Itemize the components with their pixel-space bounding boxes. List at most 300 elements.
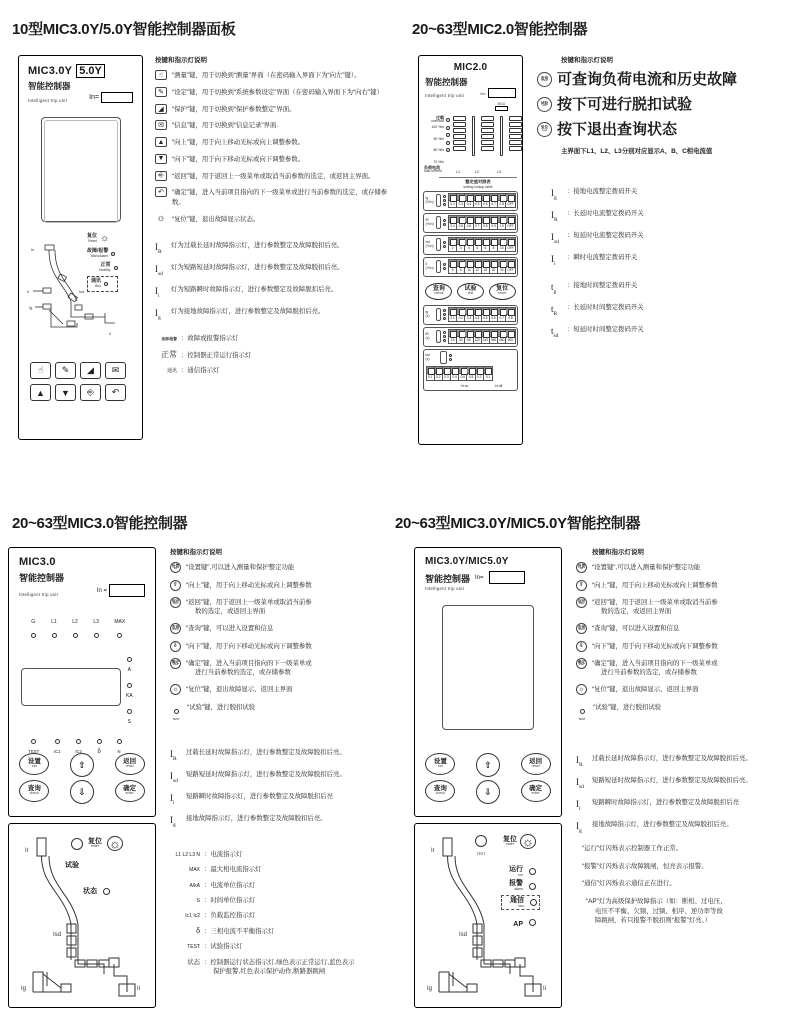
legend-row [170, 814, 398, 829]
legend-text: 接地故障指示灯，进行参数整定及故障脱扣后亮。 [186, 815, 327, 823]
dip-value: 60 [467, 338, 471, 343]
level-dots-p2 [446, 116, 450, 166]
instruction-item [576, 624, 798, 634]
enter-button-p4[interactable] [521, 780, 551, 802]
dip-value: 5 [476, 246, 479, 251]
keypad-row-1-p1 [30, 362, 126, 379]
legend-symbol: $I_i$ [576, 799, 581, 812]
instruction-text: “测量”键，用于切换到“测量”界面（在密码输入界面下为“向左”键）。 [172, 72, 361, 79]
button-label-en: enter [125, 791, 134, 796]
normal-label-cn-p1: 正常 [100, 262, 111, 269]
indicator-key: TEST [187, 943, 200, 950]
legend-row [576, 798, 798, 813]
up-button-p3[interactable]: ⇧ [70, 753, 94, 777]
in-value-box-p3[interactable] [109, 584, 145, 597]
legend-row [155, 307, 395, 322]
page-title-p2: 20~63型MIC2.0智能控制器 [412, 21, 588, 38]
device-brand-cn-p2: 智能控制器 [425, 77, 468, 87]
lookup-table-title-en: setting lookup table [463, 184, 493, 189]
indicator-key: δ [196, 927, 200, 935]
led-label: S [127, 719, 131, 725]
back-key-p1[interactable]: ⎆ [80, 384, 101, 401]
status-note: “通信”灯闪烁表示通信正在进行。 [582, 880, 676, 888]
check-button-p2[interactable] [425, 283, 452, 300]
led-s [127, 709, 132, 714]
instruction-text: 可查询负荷电流和历史故障 [557, 71, 738, 88]
dip-value: 0.7 [499, 316, 504, 321]
reset-gear-icon-p4[interactable]: ☼ [522, 834, 534, 849]
dip-label: IR [425, 218, 429, 222]
instructions-heading-p3: 按键和指示灯说明 [170, 549, 222, 556]
down-key-p1[interactable]: ▼ [55, 384, 76, 401]
led-a [127, 657, 132, 662]
instruction-text: “向下”键，用于向下移动光标或向下调整参数 [186, 642, 312, 650]
dip-row[interactable] [423, 305, 518, 325]
dip-value: 6 [484, 246, 487, 251]
status-led-p3 [103, 888, 110, 895]
bar-pct-1: 90 %In [433, 136, 444, 141]
legend-row [576, 776, 798, 791]
reset-gear-icon: ☼ [576, 684, 587, 695]
indicator-legend-p3 [170, 850, 398, 977]
status-legend-p1 [155, 334, 395, 376]
wiring-label-isd: Isd [459, 932, 468, 938]
dip-value: 10 [467, 268, 471, 273]
instruction-item [155, 71, 395, 80]
status-label-cn-p3: 状态 [83, 888, 97, 895]
led-legend-p4 [576, 754, 798, 835]
legend-row [155, 285, 395, 300]
dip-value: 0.6 [460, 375, 466, 380]
instruction-text-cont: 数的选定，或返回主界面 [601, 608, 672, 616]
back-button-icon: 返回 reset [576, 597, 587, 608]
dip-unit: (s) [425, 356, 430, 361]
legend-text: 接地故障指示灯，进行参数整定及故障脱扣后亮。 [592, 821, 733, 829]
page-title-p4: 20~63型MIC3.0Y/MIC5.0Y智能控制器 [395, 515, 641, 532]
indicator-value: ：最大相电流指示灯 [204, 866, 262, 874]
led-label: δ [97, 749, 101, 755]
instruction-item [537, 96, 787, 115]
dip-value: 0.4 [452, 375, 457, 380]
dip-value: 0.1 [450, 316, 455, 321]
status-note: “报警”灯闪烁表示故障跳闸，恒亮表示报警。 [582, 862, 708, 870]
instruction-text: “设置键”,可以进入测量和保护整定功能 [592, 564, 701, 571]
instruction-text: “试验”键，进行脱扣试验 [187, 703, 256, 711]
legend-row [155, 349, 395, 360]
led-label: G [31, 619, 36, 625]
device-brand-p4: MIC3.0Y/MIC5.0Y [425, 556, 509, 567]
side-led-column-p3 [126, 649, 133, 725]
enter-key-icon: ↶ [155, 187, 167, 197]
comm-label-cn: 通信 [510, 896, 524, 904]
legend-text: 短路瞬时故障指示灯，进行参数整定及故障脱扣后亮 [186, 793, 333, 801]
alarm-led-p4 [529, 883, 536, 890]
instruction-text-cont: 数的选定，或返回主界面 [195, 608, 266, 616]
legend-text: ：长延时电流整定拨码开关 [567, 209, 644, 217]
instruction-item [170, 659, 398, 678]
legend-text: ：接地时间整定拨码开关 [567, 282, 638, 290]
button-label-cn: 复位 [496, 286, 509, 293]
legend-symbol: $I_{sd}$ [155, 264, 163, 278]
page-title-p1: 10型MIC3.0Y/5.0Y智能控制器面板 [12, 21, 236, 38]
set-button-p4[interactable] [425, 753, 455, 775]
in-label-p3: In = [96, 587, 107, 594]
dip-value: 0.6 [466, 224, 472, 229]
status-note: “运行”灯闪烁表示控制器工作正常。 [582, 845, 683, 853]
reset-button-p2[interactable] [489, 283, 516, 300]
wiring-label-ir: Ir [25, 848, 29, 854]
dip-unit: (%In) [425, 199, 434, 204]
instruction-item [576, 685, 798, 695]
set-button-p3[interactable] [19, 753, 49, 775]
status-notes-p4 [576, 844, 798, 926]
instruction-item [576, 703, 798, 721]
instruction-item [155, 188, 395, 207]
legend-text: ：短延时电流整定拨码开关 [567, 231, 644, 239]
dip-value: 10 [499, 246, 504, 251]
dip-value: 0.8 [499, 202, 504, 207]
dip-row[interactable] [423, 349, 518, 391]
device-figure-mic30y [18, 55, 143, 440]
led-g [31, 633, 36, 638]
legend-text: 过载长延时故障指示灯，进行参数整定及故障脱扣后亮。 [592, 754, 752, 762]
legend-text: ：长延时时间整定拨码开关 [567, 304, 644, 312]
test-button-icon: 试验 test [537, 97, 552, 112]
button-label-cn: 确定 [529, 784, 543, 792]
status-note: “AP”灯为高级保护故障指示（如：断相、过电压、 [586, 897, 727, 905]
instruction-item [576, 642, 798, 652]
button-label-en: check [435, 791, 446, 796]
led-label: IC2 [75, 749, 82, 754]
indicator-value-cont: 保护报警,红色表示保护动作,断路器跳闸 [213, 968, 326, 976]
reset-label-cn-p3: 复位 [88, 837, 102, 845]
test-led-p3 [71, 838, 83, 850]
back-button-icon: 返回 reset [170, 597, 181, 608]
led-l2 [73, 633, 78, 638]
instruction-text: “向上”键，用于向上移动光标或向上调整参数。 [172, 139, 305, 147]
alarm-label-cn: 报警 [509, 880, 523, 888]
led-label: TEST [28, 749, 40, 754]
instruction-text-cont: 进行当前参数的选定，或存储参数 [195, 669, 291, 677]
legend-row [155, 366, 395, 375]
dip-value: 120 [474, 338, 480, 343]
instruction-text: “复位”键，退出故障显示、返回主界面 [592, 686, 699, 694]
dip-value: 480 [499, 338, 505, 343]
panel-mic20 [400, 0, 800, 500]
indicator-key: MAX [189, 867, 200, 874]
panel-mic30 [0, 500, 400, 1016]
info-key-p1[interactable]: ✉ [105, 362, 126, 379]
svg-text:Isd: Isd [79, 289, 85, 294]
button-label-en: reset [531, 764, 540, 769]
set-button-icon: 设置 set [576, 562, 587, 573]
check-button-icon: 查询 check [537, 72, 552, 87]
down-button-icon: ⇩ [170, 641, 181, 652]
trip-curve-diagram-p1 [19, 231, 144, 341]
dip-value: 0.4 [466, 202, 472, 207]
legend-symbol: $I_{sd}$ [551, 231, 559, 245]
level-dot [446, 133, 450, 137]
back-button-p4[interactable] [521, 753, 551, 775]
fault-label-cn-p1: 故障/报警 [87, 248, 109, 254]
button-label-en: test [467, 291, 474, 296]
dip-value: 0.1 [427, 375, 433, 380]
run-label-cn: 运行 [509, 866, 523, 873]
legend-text: 过载长延时故障指示灯，进行参数整定及故障脱扣后亮。 [186, 748, 346, 756]
svg-text:Ig: Ig [29, 305, 33, 310]
instruction-item [576, 659, 798, 678]
dip-value: 0.2 [458, 316, 463, 321]
dip-label: tg [425, 310, 429, 314]
phase-mapping-note-p2: 主界面下L1、L2、L3分别对应显示A、B、C相电流值 [561, 148, 713, 156]
level-dot [446, 126, 450, 130]
bargraph-l3 [509, 116, 522, 151]
in-value-box-p1[interactable] [101, 92, 133, 103]
lcd-display-p1 [41, 117, 121, 222]
dip-rows-top [419, 189, 522, 277]
test-led-icon: TEST [576, 702, 588, 721]
device-figure-mic30 [8, 547, 156, 817]
instruction-text: “返回”键，用于返回上一级菜单或取消当前参数的选定，或返回主界面。 [172, 172, 375, 180]
down-button-p4[interactable]: ⇩ [476, 780, 500, 804]
overload-label-en: overload [430, 119, 444, 123]
info-key-icon: ✉ [155, 120, 167, 130]
dip-row[interactable] [423, 191, 518, 211]
level-dot [446, 118, 450, 122]
legend-row [170, 957, 398, 977]
reset-gear-icon-p3[interactable]: ☼ [109, 836, 121, 851]
dip-unit: (%In) [425, 243, 434, 248]
dip-row[interactable] [423, 327, 518, 347]
dip-value: 0.6 [483, 202, 488, 207]
comm-label-cn-p1: 通讯 [91, 278, 102, 285]
status-note-cont: 障跳闸，若只报警不脱扣则“报警”灯亮。） [595, 917, 712, 925]
bargraph-divider-1 [472, 116, 475, 156]
setting-key-p1[interactable]: ✎ [55, 362, 76, 379]
overload-label-cn: 过载 [436, 115, 444, 120]
instruction-text: 按下可进行脱扣试验 [557, 95, 693, 113]
up-button-icon: ⇧ [576, 580, 587, 591]
dip-unit: (s) [425, 335, 430, 340]
status-key-cn: 通讯 [166, 368, 177, 375]
dip-value: 12 [475, 268, 479, 273]
instruction-item [170, 703, 398, 721]
page-title-p3: 20~63型MIC3.0智能控制器 [12, 515, 188, 532]
device-figure-mic30y50y [414, 547, 562, 817]
indicator-value: ：三相电流不平衡指示灯 [204, 927, 275, 935]
led-label: MAX [114, 619, 126, 625]
bar-pct-3: 70 %In [433, 159, 444, 164]
led-label: L3 [93, 619, 99, 625]
instructions-heading-p2: 按键和指示灯说明 [561, 57, 613, 64]
legend-symbol: $t_{sd}$ [551, 326, 559, 339]
test-label-en-p4: TEST [476, 852, 486, 856]
check-button-icon: 查询 check [576, 623, 587, 634]
legend-symbol: $I_g$ [155, 308, 161, 322]
measure-key-p1[interactable]: ☝ [30, 362, 51, 379]
legend-row [551, 281, 787, 296]
setting-key-icon: ✎ [155, 87, 167, 97]
legend-row [170, 865, 398, 874]
dip-unit: (s) [425, 313, 430, 318]
check-button-icon: 查询 check [170, 623, 181, 634]
button-label-en: set [437, 764, 443, 769]
legend-row [155, 241, 395, 256]
instruction-item [155, 121, 395, 130]
indicator-value: ：电流指示灯 [204, 851, 243, 859]
button-label-en: check [29, 791, 40, 796]
back-button-p3[interactable] [115, 753, 145, 775]
button-row-2-p3 [9, 780, 155, 804]
in-value-box-p4[interactable] [489, 571, 525, 584]
instruction-text: “设置键”,可以进入测量和保护整定功能 [186, 564, 295, 571]
led-delta [97, 739, 102, 744]
device-brand-variant-p1: 5.0Y [76, 64, 105, 78]
protect-key-p1[interactable]: ◢ [80, 362, 101, 379]
legend-symbol: $t_R$ [551, 304, 558, 317]
led-n [117, 739, 122, 744]
legend-row [551, 325, 787, 340]
led-label: KA [126, 693, 133, 699]
dip-label: tsd [425, 353, 430, 357]
down-button-p3[interactable]: ⇩ [70, 780, 94, 804]
check-button-p4[interactable] [425, 780, 455, 802]
legend-symbol: $I_g$ [551, 187, 557, 201]
reset-label-en-p4: enter [506, 842, 514, 847]
dip-value: 4 [468, 246, 470, 251]
instructions-heading-p1: 按键和指示灯说明 [155, 57, 207, 64]
dip-value: 0.4 [474, 316, 480, 321]
instruction-item [576, 581, 798, 591]
indicator-value: ：试验指示灯 [204, 942, 243, 950]
dip-value: OFF [507, 246, 514, 251]
legend-symbol: $t_g$ [551, 282, 557, 295]
instruction-item [155, 88, 395, 97]
down-button-icon: ⇩ [576, 641, 587, 652]
dip-value: 30 [499, 268, 504, 273]
legend-symbol: $I_{sd}$ [576, 776, 584, 790]
status-text: ：通信指示灯 [181, 367, 220, 375]
button-row-1-p3 [9, 753, 155, 777]
enter-button-icon: 确定 enter [170, 658, 181, 669]
dip-value: 5 [451, 268, 454, 273]
comm-label-en-p1: Bus [95, 283, 102, 288]
instruction-text: “查询”键，可以进入设置和信息 [592, 625, 680, 633]
up-key-p1[interactable]: ▲ [30, 384, 51, 401]
button-label-cn: 设置 [27, 757, 41, 765]
dip-row[interactable] [423, 235, 518, 255]
legend-row [170, 881, 398, 890]
legend-text: 短路短延时故障指示灯，进行参数整定及故障脱扣后亮。 [592, 776, 752, 784]
enter-key-p1[interactable]: ↶ [105, 384, 126, 401]
legend-symbol: $I_R$ [170, 748, 177, 762]
legend-row [155, 334, 395, 343]
instructions-heading-p4: 按键和指示灯说明 [592, 549, 644, 556]
normal-label-en-p1: Healthy [99, 267, 111, 272]
reset-sun-icon: ☼ [156, 212, 166, 224]
bar-pct-0: 100 %In [431, 125, 444, 129]
enter-button-icon: 确定 enter [576, 658, 587, 669]
device-brand-p2: MIC2.0 [453, 62, 488, 73]
indicator-key: Ic1 Ic2 [185, 913, 200, 920]
status-key-cn: 故障/报警 [161, 336, 177, 341]
dip-legend-p2 [551, 187, 787, 340]
in-value-box-p2[interactable] [488, 88, 516, 98]
test-button-p2[interactable] [457, 283, 484, 300]
legend-row [551, 209, 787, 224]
up-button-p4[interactable]: ⇧ [476, 753, 500, 777]
dip-value: 1.0 [499, 224, 504, 229]
dip-row[interactable] [423, 213, 518, 233]
reset-button-icon: 复位 reset [537, 122, 552, 137]
mcu-box-p2 [495, 106, 508, 111]
indicator-key: S [196, 897, 200, 904]
legend-row [576, 754, 798, 769]
dip-label: Isd [425, 240, 430, 244]
legend-row [170, 792, 398, 807]
wiring-label-ii: Ii [543, 986, 546, 992]
led-l1 [52, 633, 57, 638]
dip-value: 0.5 [474, 202, 480, 207]
legend-text: ：瞬时电流整定拨码开关 [567, 254, 638, 261]
instruction-text: “向上”键，用于向上移动光标或向上调整参数 [592, 581, 718, 589]
svg-text:Ii: Ii [109, 331, 111, 336]
dip-value: 600 [507, 338, 514, 343]
wiring-label-ir: Ir [431, 848, 435, 854]
button-row-2-p4 [415, 780, 561, 804]
led-label: A [127, 667, 131, 673]
button-label-cn: 返回 [529, 757, 543, 765]
dip-value: 3 [459, 246, 462, 251]
dip-value: 0.2 [450, 202, 455, 207]
panel-mic30y-50y [0, 0, 400, 500]
check-button-p3[interactable] [19, 780, 49, 802]
status-led-list-p4 [501, 866, 540, 931]
legend-row [170, 850, 398, 859]
dip-value: 0.2 [477, 375, 482, 380]
instruction-item [170, 563, 398, 573]
instruction-text: “复位”键，退出故障显示、返回主界面 [186, 686, 293, 694]
instruction-item [537, 121, 787, 140]
run-led-p4 [529, 868, 536, 875]
dip-value: 15 [450, 338, 455, 343]
big-instruction-list-p2 [537, 71, 787, 139]
top-led-row-p3 [9, 597, 155, 643]
enter-button-p3[interactable] [115, 780, 145, 802]
led-legend-p1 [155, 241, 395, 322]
fault-label-en-p1: Warn/Alarm [90, 253, 109, 258]
svg-text:In: In [31, 247, 35, 252]
dip-unit: (%In) [425, 221, 434, 226]
reset-sun-icon-p1[interactable]: ☼ [100, 233, 110, 244]
dip-value: 0.3 [444, 375, 449, 380]
legend-row [170, 927, 398, 936]
lookup-table-title-cn: 整定值对照表 [465, 178, 491, 184]
led-legend-p3 [170, 748, 398, 829]
dip-value: 240 [482, 338, 488, 343]
legend-text: 灯为短路短延时故障指示灯，进行参数整定及故障脱扣后亮。 [171, 264, 344, 272]
trip-curve-diagram-p4 [415, 824, 563, 1009]
dip-value: 0.6 [491, 316, 496, 321]
reset-gear-icon: ☼ [170, 684, 181, 695]
up-key-icon: ▲ [155, 137, 167, 147]
legend-row [170, 911, 398, 920]
dip-value: 0.4 [450, 224, 455, 229]
dip-row[interactable] [423, 257, 518, 277]
ap-led-p4 [529, 919, 536, 926]
led-ka [127, 683, 132, 688]
trip-curve-diagram-p3 [9, 824, 157, 1009]
